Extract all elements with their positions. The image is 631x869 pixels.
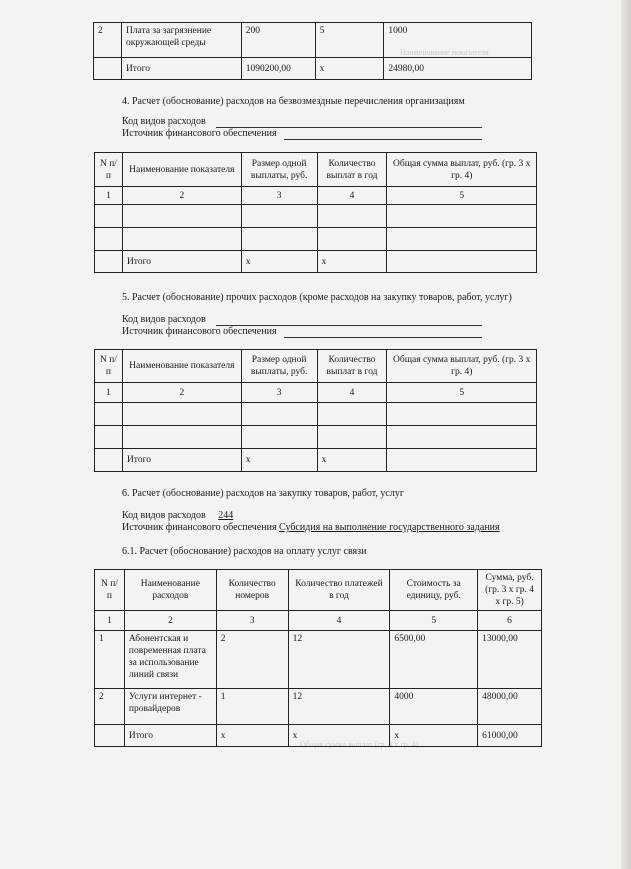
table-cell: 200 bbox=[241, 23, 315, 58]
table-cell: х bbox=[390, 725, 478, 747]
table-cell bbox=[387, 251, 537, 273]
section-6-title: 6. Расчет (обоснование) расходов на закупку товаров, работ, услуг bbox=[122, 488, 404, 499]
table-cell: 4000 bbox=[390, 689, 478, 725]
table-cell: Услуги интернет - провайдеров bbox=[124, 689, 216, 725]
table-cell bbox=[95, 449, 123, 472]
column-number: 5 bbox=[387, 187, 537, 205]
table-cell: Плата за загрязнение окружающей среды bbox=[121, 23, 241, 58]
column-header: N п/п bbox=[95, 350, 123, 383]
table-cell bbox=[387, 449, 537, 472]
total-row bbox=[95, 251, 537, 273]
table-cell bbox=[95, 725, 125, 747]
section-4-table bbox=[94, 152, 537, 273]
table-cell: 12 bbox=[288, 689, 390, 725]
column-header: N п/п bbox=[95, 570, 125, 611]
column-number: 5 bbox=[387, 383, 537, 403]
table-cell: 2 bbox=[94, 23, 122, 58]
column-header: Количество выплат в год bbox=[317, 350, 387, 383]
top-table bbox=[93, 22, 532, 80]
column-header: Стоимость за единицу, руб. bbox=[390, 570, 478, 611]
page-edge-shadow bbox=[621, 0, 631, 869]
column-number: 3 bbox=[216, 611, 288, 631]
column-header: Наименование расходов bbox=[124, 570, 216, 611]
table-row bbox=[95, 631, 542, 689]
column-number: 2 bbox=[122, 383, 241, 403]
column-header: Наименование показателя bbox=[122, 350, 241, 383]
column-header: Сумма, руб. (гр. 3 х гр. 4 х гр. 5) bbox=[478, 570, 542, 611]
table-cell: 1 bbox=[95, 631, 125, 689]
empty-row bbox=[95, 403, 537, 426]
section-5-source-label: Источник финансового обеспечения bbox=[122, 326, 277, 337]
section-4-title: 4. Расчет (обоснование) расходов на безвозмездные перечисления организациям bbox=[122, 96, 465, 107]
table-cell: 5 bbox=[315, 23, 384, 58]
empty-row bbox=[95, 205, 537, 228]
column-header: Размер одной выплаты, руб. bbox=[241, 153, 317, 187]
table-cell: Итого bbox=[124, 725, 216, 747]
section-6-code-value: 244 bbox=[218, 510, 234, 521]
table-cell: х bbox=[317, 251, 387, 273]
column-number: 2 bbox=[124, 611, 216, 631]
section-6-1-title: 6.1. Расчет (обоснование) расходов на оплату услуг связи bbox=[122, 546, 367, 557]
section-6-1-table bbox=[94, 569, 542, 747]
table-row bbox=[94, 23, 532, 58]
table-cell: Итого bbox=[122, 449, 241, 472]
table-cell: Абонентская и повременная плата за использование линий связи bbox=[124, 631, 216, 689]
table-cell: 12 bbox=[288, 631, 390, 689]
column-header: Общая сумма выплат, руб. (гр. 3 х гр. 4) bbox=[387, 350, 537, 383]
empty-row bbox=[95, 426, 537, 449]
table-cell: 1 bbox=[216, 689, 288, 725]
column-number-row bbox=[95, 187, 537, 205]
column-number-row bbox=[95, 383, 537, 403]
section-5-title: 5. Расчет (обоснование) прочих расходов (кроме расходов на закупку товаров, работ, услуг) bbox=[122, 292, 512, 303]
blank-line bbox=[284, 337, 482, 338]
column-number: 1 bbox=[95, 611, 125, 631]
table-cell: х bbox=[315, 58, 384, 80]
section-6-source-value: Субсидия на выполнение государственного задания bbox=[279, 522, 500, 533]
table-cell bbox=[94, 58, 122, 80]
table-cell: Итого bbox=[122, 251, 241, 273]
table-cell bbox=[95, 251, 123, 273]
column-number: 3 bbox=[241, 383, 317, 403]
table-cell: х bbox=[241, 449, 317, 472]
column-number: 1 bbox=[95, 187, 123, 205]
column-number: 6 bbox=[478, 611, 542, 631]
column-number-row bbox=[95, 611, 542, 631]
column-number: 4 bbox=[288, 611, 390, 631]
table-cell: 1090200,00 bbox=[241, 58, 315, 80]
table-cell: 48000,00 bbox=[478, 689, 542, 725]
total-row bbox=[95, 725, 542, 747]
column-header: Количество выплат в год bbox=[317, 153, 387, 187]
column-header: Общая сумма выплат, руб. (гр. 3 х гр. 4) bbox=[387, 153, 537, 187]
column-number: 1 bbox=[95, 383, 123, 403]
section-4-source-label: Источник финансового обеспечения bbox=[122, 128, 277, 139]
section-5-table bbox=[94, 349, 537, 472]
total-row bbox=[95, 449, 537, 472]
section-6-code-row bbox=[122, 510, 262, 521]
table-header-row bbox=[95, 570, 542, 611]
column-header: Размер одной выплаты, руб. bbox=[241, 350, 317, 383]
column-number: 5 bbox=[390, 611, 478, 631]
table-cell: х bbox=[241, 251, 317, 273]
column-number: 4 bbox=[317, 187, 387, 205]
column-number: 2 bbox=[122, 187, 241, 205]
bleed-through-text: Нанменование показателя bbox=[400, 48, 489, 57]
table-cell: 2 bbox=[216, 631, 288, 689]
column-header: Количество номеров bbox=[216, 570, 288, 611]
section-6-source-label: Источник финансового обеспечения bbox=[122, 522, 277, 533]
table-row bbox=[95, 689, 542, 725]
table-cell: 6500,00 bbox=[390, 631, 478, 689]
column-header: N п/п bbox=[95, 153, 123, 187]
table-cell: х bbox=[216, 725, 288, 747]
table-row bbox=[94, 58, 532, 80]
section-6-code-label: Код видов расходов bbox=[122, 510, 206, 521]
table-header-row bbox=[95, 350, 537, 383]
column-number: 3 bbox=[241, 187, 317, 205]
table-cell: 61000,00 bbox=[478, 725, 542, 747]
column-header: Количество платежей в год bbox=[288, 570, 390, 611]
bleed-through-text: Общая сумма выплат (гр. 3 х гр. 4) bbox=[300, 740, 419, 749]
table-cell: х bbox=[317, 449, 387, 472]
blank-line bbox=[284, 139, 482, 140]
column-header: Наименование показателя bbox=[122, 153, 241, 187]
section-4-code-label: Код видов расходов bbox=[122, 116, 206, 127]
table-cell: 24980,00 bbox=[384, 58, 532, 80]
table-cell: 1000 bbox=[384, 23, 532, 58]
table-cell: Итого bbox=[121, 58, 241, 80]
empty-row bbox=[95, 228, 537, 251]
column-number: 4 bbox=[317, 383, 387, 403]
section-6-source-row bbox=[122, 522, 500, 533]
table-cell: 13000,00 bbox=[478, 631, 542, 689]
table-cell: х bbox=[288, 725, 390, 747]
section-5-code-label: Код видов расходов bbox=[122, 314, 206, 325]
table-header-row bbox=[95, 153, 537, 187]
table-cell: 2 bbox=[95, 689, 125, 725]
